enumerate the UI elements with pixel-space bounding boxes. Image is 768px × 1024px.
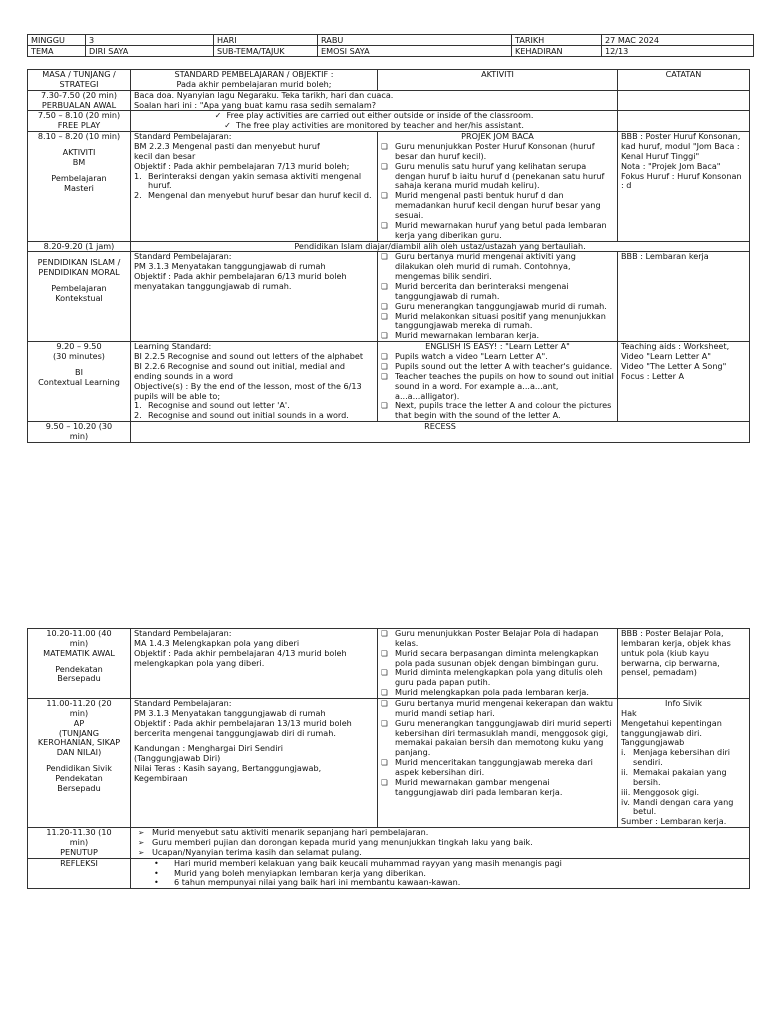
row-matematik [28, 629, 750, 699]
activity-item: ❏ Guru menunjukkan Poster Belajar Pola di hadapan kelas. [381, 629, 614, 649]
minggu-value: 3 [86, 35, 214, 46]
matematik-time: 10.20-11.00 (40 min) MATEMATIK AWAL Pendekatan Bersepadu [28, 629, 131, 699]
freeplay-content [131, 111, 618, 132]
bi-catatan: Teaching aids : Worksheet, Video "Learn Letter A" Video "The Letter A Song" Focus : Letter A [618, 342, 750, 422]
objective-item: 2. Mengenal dan menyebut huruf besar dan huruf kecil d. [134, 190, 372, 201]
row-pendidikan-islam [28, 252, 750, 342]
objective-item: 1. Recognise and sound out letter 'A'. [134, 400, 290, 411]
ap-time: 11.00-11.20 (20 min) AP (TUNJANG KEROHANIAN, SIKAP DAN NILAI) Pendidikan Sivik Pendekatan Bersepadu [28, 699, 131, 828]
penutup-content [131, 828, 750, 859]
subtema-value: EMOSI SAYA [318, 46, 512, 57]
bm-aktiviti: PROJEK JOM BACA ❏ Guru menunjukkan Poster Huruf Konsonan (huruf besar dan huruf kecil). ❏ Guru menulis satu huruf yang kelihatan serupa dengan huruf b iaitu huruf d (penekanan satu huruf sahaja kerana murid mudah keliru). ❏ Murid mengenal pasti bentuk huruf d dan memadankan huruf kecil dengan huruf besar yang sesuai. ❏ Murid mewarnakan huruf yang betul pada lembaran kerja yang diberikan guru. [378, 132, 618, 241]
minggu-label: MINGGU [28, 35, 86, 46]
penutup-time: 11.20-11.30 (10 min) PENUTUP [28, 828, 131, 859]
bi-aktiviti: ENGLISH IS EASY! : "Learn Letter A" ❏ Pupils watch a video "Learn Letter A". ❏ Pupils sound out the letter A with teacher's guidance. ❏ Teacher teaches the pupils on how to sound out initial sound in a word. For example a...a...ant, a...a...alligator). ❏ Next, pupils trace the letter A and colour the pictures that begin with the sound of the letter A. [378, 342, 618, 422]
col-header-catatan: CATATAN [618, 70, 750, 91]
closing-item: ➢ Guru memberi pujian dan dorongan kepada murid yang menunjukkan tingkah laku yang baik. [134, 838, 746, 848]
perbualan-catatan [618, 90, 750, 111]
tarikh-label: TARIKH [512, 35, 602, 46]
bi-standard: Learning Standard: BI 2.2.5 Recognise and sound out letters of the alphabet BI 2.2.6 Recognise and sound out initial, medial and ending sounds in a word Objective(s) : By the end of the lesson, most of the 6/13 pupils will be able to; 1. Recognise and sound out letter 'A'. 2. Recognise and sound out initial sounds in a word. [131, 342, 378, 422]
column-header-row [28, 70, 750, 91]
bm-standard: Standard Pembelajaran: BM 2.2.3 Mengenal pasti dan menyebut huruf kecil dan besar Objektif : Pada akhir pembelajaran 7/13 murid boleh; 1. Berinteraksi dengan yakin semasa aktiviti mengenal huruf. 2. Mengenal dan menyebut huruf besar dan huruf kecil d. [131, 132, 378, 241]
ap-standard: Standard Pembelajaran: PM 3.1.3 Menyatakan tanggungjawab di rumah Objektif : Pada akhir pembelajaran 13/13 murid boleh bercerita mengenai tanggungjawab diri di rumah. Kandungan : Menghargai Diri Sendiri (Tanggungjawab Diri) Nilai Teras : Kasih sayang, Bertanggungjawab, Kegembiraan [131, 699, 378, 828]
sivik-item: iv. Mandi dengan cara yang betul. [621, 796, 734, 817]
bm-catatan: BBB : Poster Huruf Konsonan, kad huruf, modul "Jom Baca : Kenal Huruf Tinggi" Nota : "Projek Jom Baca" Fokus Huruf : Huruf Konsonan : d [618, 132, 750, 241]
perbualan-time: 7.30-7.50 (20 min) PERBUALAN AWAL [28, 90, 131, 111]
activity-item: ❏ Murid menceritakan tanggungjawab mereka dari aspek kebersihan diri. [381, 758, 614, 778]
row-islam-note [28, 241, 750, 252]
activity-item: ❏ Pupils watch a video "Learn Letter A". [381, 352, 614, 362]
check-icon: ✓ [214, 110, 227, 121]
activity-item: ❏ Murid secara berpasangan diminta melengkapkan pola pada susunan objek dengan bimbingan guru. [381, 649, 614, 669]
closing-item: ➢ Ucapan/Nyanyian terima kasih dan selamat pulang. [134, 848, 746, 858]
recess-time: 9.50 – 10.20 (30 min) [28, 422, 131, 443]
reflection-item: • 6 tahun mempunyai nilai yang baik hari ini membantu kawaan-kawan. [134, 878, 746, 888]
lesson-table-1 [27, 69, 750, 443]
activity-item: ❏ Guru bertanya murid mengenai kekerapan dan waktu murid mandi setiap hari. [381, 699, 614, 719]
header-row-1 [28, 35, 754, 46]
islam-aktiviti [378, 252, 618, 342]
row-penutup [28, 828, 750, 859]
check-icon: ✓ [224, 120, 237, 131]
col-header-standard: STANDARD PEMBELAJARAN / OBJEKTIF : Pada akhir pembelajaran murid boleh; [131, 70, 378, 91]
ap-aktiviti [378, 699, 618, 828]
tema-value: DIRI SAYA [86, 46, 214, 57]
sivik-item: i. Menjaga kebersihan diri sendiri. [621, 747, 731, 768]
activity-item: ❏ Murid melengkapkan pola pada lembaran kerja. [381, 688, 614, 698]
bm-time: 8.10 – 8.20 (10 min) AKTIVITI BM Pembelajaran Masteri [28, 132, 131, 241]
matematik-catatan: BBB : Poster Belajar Pola, lembaran kerja, objek khas untuk pola (kiub kayu berwarna, cip berwarna, pensel, pemadam) [618, 629, 750, 699]
reflection-item: • Murid yang boleh menyiapkan lembaran kerja yang diberikan. [134, 869, 746, 879]
activity-item: ❏ Murid mewarnakan gambar mengenai tanggungjawab diri pada lembaran kerja. [381, 778, 614, 798]
activity-item: ❏ Next, pupils trace the letter A and colour the pictures that begin with the sound of the letter A. [381, 401, 614, 421]
perbualan-content: Baca doa. Nyanyian lagu Negaraku. Teka tarikh, hari dan cuaca. Soalan hari ini : "Apa yang buat kamu rasa sedih semalam? [131, 90, 618, 111]
matematik-aktiviti [378, 629, 618, 699]
activity-item: ❏ Guru menulis satu huruf yang kelihatan serupa dengan huruf b iaitu huruf d (penekanan satu huruf sahaja kerana murid mudah keliru). [381, 162, 614, 192]
row-bi [28, 342, 750, 422]
matematik-standard: Standard Pembelajaran: MA 1.4.3 Melengkapkan pola yang diberi Objektif : Pada akhir pembelajaran 4/13 murid boleh melengkapkan pola yang diberi. [131, 629, 378, 699]
activity-item: ❏ Teacher teaches the pupils on how to sound out initial sound in a word. For example a...a...ant, a...a...alligator). [381, 372, 614, 402]
activity-item: ❏ Murid bercerita dan berinteraksi mengenai tanggungjawab di rumah. [381, 282, 614, 302]
sivik-item: iii. Menggosok gigi. [621, 786, 700, 797]
kehadiran-value: 12/13 [602, 46, 754, 57]
header-row-2 [28, 46, 754, 57]
header-table [27, 34, 754, 57]
lesson-table-2 [27, 628, 750, 889]
ap-catatan: Info Sivik Hak Mengetahui kepentingan tanggungjawab diri. Tanggungjawab i. Menjaga kebersihan diri sendiri. ii. Memakai pakaian yang bersih. iii. Menggosok gigi. iv. Mandi dengan cara yang betul. Sumber : Lembaran kerja. [618, 699, 750, 828]
row-perbualan-awal [28, 90, 750, 111]
freeplay-line: ✓ The free play activities are monitored by teacher and her/his assistant. [224, 120, 524, 131]
refleksi-content [131, 858, 750, 889]
activity-item: ❏ Murid mewarnakan lembaran kerja. [381, 331, 614, 341]
objective-item: 2. Recognise and sound out initial sounds in a word. [134, 410, 349, 421]
tarikh-value: 27 MAC 2024 [602, 35, 754, 46]
subtema-label: SUB-TEMA/TAJUK [214, 46, 318, 57]
closing-item: ➢ Murid menyebut satu aktiviti menarik sepanjang hari pembelajaran. [134, 828, 746, 838]
activity-item: ❏ Murid mewarnakan huruf yang betul pada lembaran kerja yang diberikan guru. [381, 221, 614, 241]
activity-item: ❏ Murid diminta melengkapkan pola yang ditulis oleh guru pada papan putih. [381, 668, 614, 688]
activity-item: ❏ Guru bertanya murid mengenai aktiviti yang dilakukan oleh murid di rumah. Contohnya, mengemas bilik sendiri. [381, 252, 614, 282]
bi-time: 9.20 – 9.50 (30 minutes) BI Contextual Learning [28, 342, 131, 422]
row-bm [28, 132, 750, 241]
islam-catatan: BBB : Lembaran kerja [618, 252, 750, 342]
row-recess [28, 422, 750, 443]
sivik-item: ii. Memakai pakaian yang bersih. [621, 767, 727, 787]
activity-item: ❏ Murid melakonkan situasi positif yang menunjukkan tanggungjawab mereka di rumah. [381, 312, 614, 332]
row-refleksi [28, 858, 750, 889]
activity-item: ❏ Murid mengenal pasti bentuk huruf d dan memadankan huruf kecil dengan huruf besar yang sesuai. [381, 191, 614, 221]
tema-label: TEMA [28, 46, 86, 57]
row-ap [28, 699, 750, 828]
recess-text: RECESS [131, 422, 750, 443]
freeplay-line: ✓ Free play activities are carried out either outside or inside of the classroom. [214, 110, 534, 121]
objective-item: 1. Berinteraksi dengan yakin semasa aktiviti mengenal huruf. [134, 170, 362, 191]
freeplay-time: 7.50 – 8.10 (20 min) FREE PLAY [28, 111, 131, 132]
activity-item: ❏ Guru menerangkan tanggungjawab murid di rumah. [381, 302, 614, 312]
reflection-item: • Hari murid memberi kelakuan yang baik keucali muhammad rayyan yang masih menangis pagi [134, 859, 746, 869]
islam-note-text: Pendidikan Islam diajar/diambil alih oleh ustaz/ustazah yang bertauliah. [131, 241, 750, 252]
islam-time: PENDIDIKAN ISLAM / PENDIDIKAN MORAL Pembelajaran Kontekstual [28, 252, 131, 342]
kehadiran-label: KEHADIRAN [512, 46, 602, 57]
activity-item: ❏ Guru menerangkan tanggungjawab diri murid seperti kebersihan diri termasuklah mandi, menggosok gigi, memakai pakaian bersih dan memotong kuku yang panjang. [381, 719, 614, 758]
row-free-play [28, 111, 750, 132]
hari-label: HARI [214, 35, 318, 46]
activity-item: ❏ Guru menunjukkan Poster Huruf Konsonan (huruf besar dan huruf kecil). [381, 142, 614, 162]
col-header-masa: MASA / TUNJANG / STRATEGI [28, 70, 131, 91]
islam-standard: Standard Pembelajaran: PM 3.1.3 Menyatakan tanggungjawab di rumah Objektif : Pada akhir pembelajaran 6/13 murid boleh menyatakan tanggungjawab di rumah. [131, 252, 378, 342]
refleksi-label: REFLEKSI [28, 858, 131, 889]
activity-item: ❏ Pupils sound out the letter A with teacher's guidance. [381, 362, 614, 372]
freeplay-catatan [618, 111, 750, 132]
col-header-aktiviti: AKTIVITI [378, 70, 618, 91]
hari-value: RABU [318, 35, 512, 46]
islam-note-time: 8.20-9.20 (1 jam) [28, 241, 131, 252]
